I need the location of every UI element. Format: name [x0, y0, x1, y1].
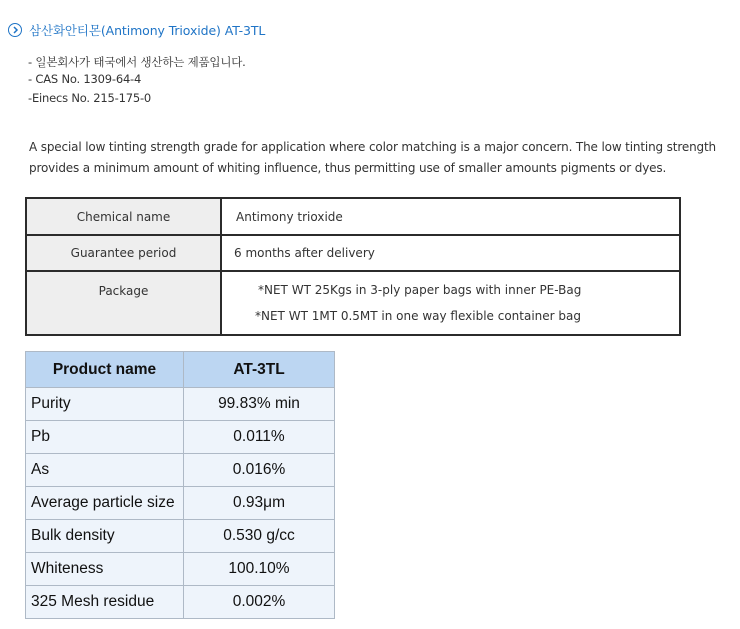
spec-value: 0.002%	[184, 586, 335, 619]
spec-value: 0.011%	[184, 421, 335, 454]
table-row	[26, 421, 335, 454]
info-origin: - 일본회사가 태국에서 생산하는 제품입니다.	[28, 55, 246, 69]
product-name-header: Product name	[26, 352, 184, 388]
spec-value: 0.016%	[184, 454, 335, 487]
spec-value: 0.530 g/cc	[184, 520, 335, 553]
chemical-name-value: Antimony trioxide	[221, 198, 680, 235]
spec-name: Whiteness	[26, 553, 184, 586]
table-row	[26, 235, 680, 271]
general-info-table	[25, 197, 681, 336]
package-line: *NET WT 1MT 0.5MT in one way flexible container bag	[255, 309, 581, 323]
spec-name: As	[26, 454, 184, 487]
package-label: Package	[26, 271, 221, 335]
package-value	[221, 271, 680, 335]
spec-value: 99.83% min	[184, 388, 335, 421]
section-heading	[8, 21, 265, 39]
spec-value: 100.10%	[184, 553, 335, 586]
spec-name: Average particle size	[26, 487, 184, 520]
spec-name: Purity	[26, 388, 184, 421]
product-code-header: AT-3TL	[184, 352, 335, 388]
info-einecs: -Einecs No. 215-175-0	[28, 91, 152, 105]
spec-name: Pb	[26, 421, 184, 454]
spec-name: 325 Mesh residue	[26, 586, 184, 619]
spec-name: Bulk density	[26, 520, 184, 553]
chevron-right-circle-icon	[8, 23, 22, 37]
page-title: 삼산화안티몬(Antimony Trioxide) AT-3TL	[29, 23, 266, 38]
table-row	[26, 586, 335, 619]
guarantee-period-label: Guarantee period	[26, 235, 221, 271]
table-row	[26, 388, 335, 421]
chemical-name-label: Chemical name	[26, 198, 221, 235]
table-row	[26, 198, 680, 235]
spec-value: 0.93μm	[184, 487, 335, 520]
spec-header-row	[26, 352, 335, 388]
description-line: provides a minimum amount of whiting influence, thus permitting use of smaller amounts pigments or dyes.	[29, 161, 667, 175]
table-row	[26, 553, 335, 586]
description-line: A special low tinting strength grade for application where color matching is a major concern. The low tinting strength	[29, 140, 717, 154]
product-description	[29, 137, 719, 179]
info-cas: - CAS No. 1309-64-4	[28, 72, 142, 86]
package-line: *NET WT 25Kgs in 3-ply paper bags with inner PE-Bag	[258, 283, 582, 297]
spec-table	[25, 351, 335, 619]
table-row	[26, 487, 335, 520]
table-row	[26, 271, 680, 335]
table-row	[26, 520, 335, 553]
table-row	[26, 454, 335, 487]
guarantee-period-value: 6 months after delivery	[221, 235, 680, 271]
